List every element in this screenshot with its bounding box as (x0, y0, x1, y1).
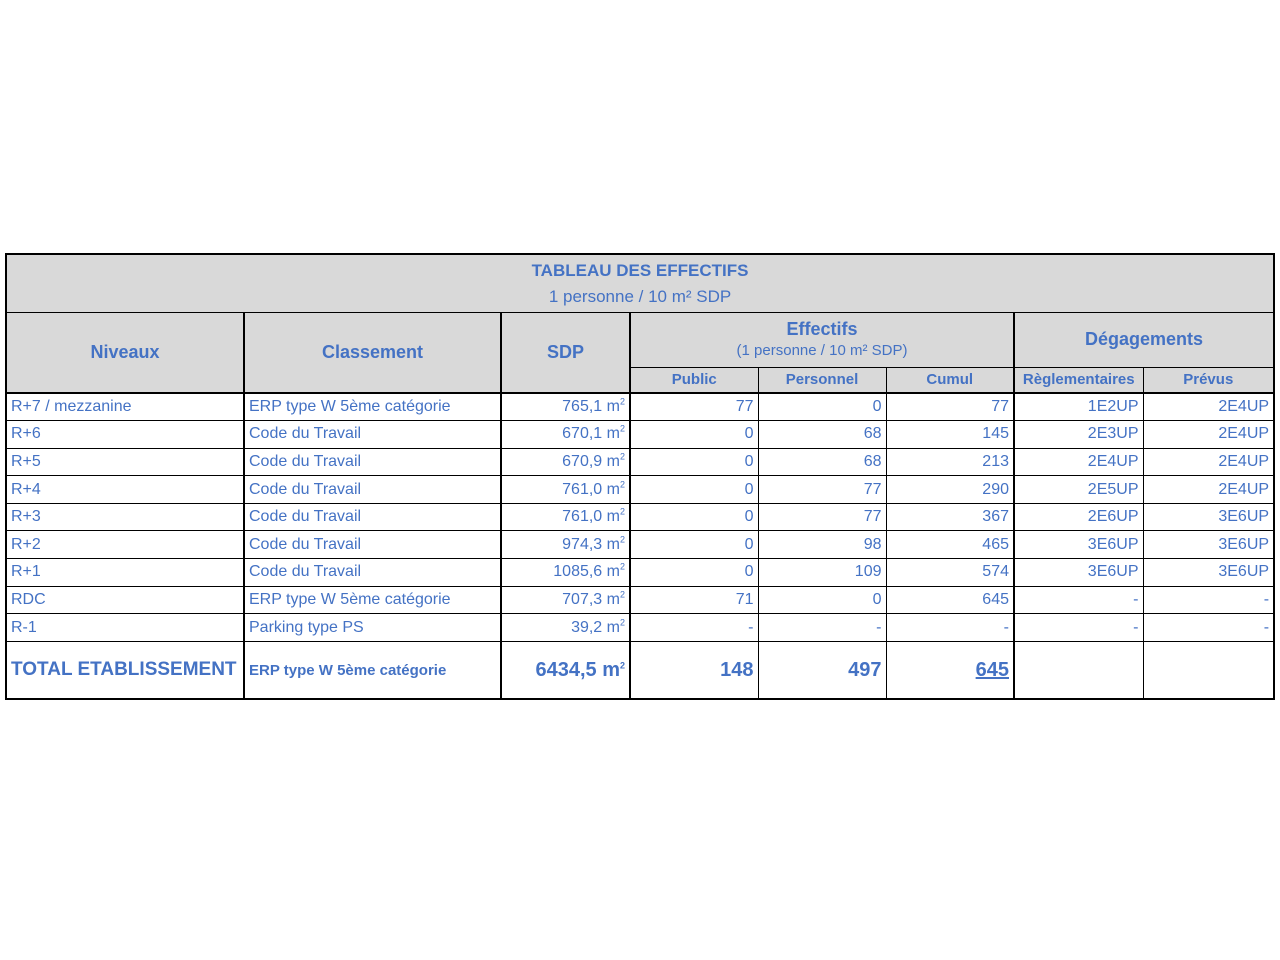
cell-prevus: - (1143, 614, 1274, 642)
total-classement: ERP type W 5ème catégorie (244, 641, 501, 699)
cell-personnel: - (758, 614, 886, 642)
header-personnel: Personnel (758, 367, 886, 393)
cell-cumul: 645 (886, 586, 1014, 614)
cell-classement: Code du Travail (244, 531, 501, 559)
header-classement: Classement (244, 312, 501, 393)
table-title-row (6, 254, 1274, 312)
cell-sdp-value: 974,3 (562, 535, 603, 553)
header-niveaux: Niveaux (6, 312, 244, 393)
cell-cumul: 290 (886, 476, 1014, 504)
cell-sdp-unit: m (606, 590, 620, 608)
header-reglementaires: Règlementaires (1014, 367, 1143, 393)
cell-public: 77 (630, 393, 758, 421)
cell-public: 0 (630, 476, 758, 504)
cell-sdp-unit-exp: 2 (619, 424, 625, 435)
cell-sdp-unit: m (606, 563, 620, 581)
cell-personnel: 0 (758, 586, 886, 614)
total-cumul (886, 641, 1014, 699)
cell-reglementaires: 2E5UP (1014, 476, 1143, 504)
cell-public: 0 (630, 448, 758, 476)
cell-personnel: 109 (758, 559, 886, 587)
cell-cumul: 77 (886, 393, 1014, 421)
cell-personnel: 77 (758, 503, 886, 531)
cell-classement: Code du Travail (244, 448, 501, 476)
cell-reglementaires: 1E2UP (1014, 393, 1143, 421)
cell-sdp-value: 707,3 (562, 590, 603, 608)
table-title: TABLEAU DES EFFECTIFS (531, 261, 749, 281)
table-row (6, 503, 1274, 531)
cell-classement: Code du Travail (244, 503, 501, 531)
cell-sdp-unit: m (606, 618, 620, 636)
cell-reglementaires: - (1014, 586, 1143, 614)
cell-public: 71 (630, 586, 758, 614)
cell-cumul: 213 (886, 448, 1014, 476)
cell-sdp-unit: m (606, 452, 620, 470)
cell-niveau: R+3 (6, 503, 244, 531)
cell-sdp-value: 765,1 (562, 398, 603, 416)
cell-sdp (501, 559, 630, 587)
cell-personnel: 98 (758, 531, 886, 559)
cell-reglementaires: 3E6UP (1014, 559, 1143, 587)
cell-reglementaires: 2E6UP (1014, 503, 1143, 531)
cell-sdp-unit-exp: 2 (619, 451, 625, 462)
total-sdp (501, 641, 630, 699)
cell-sdp-value: 761,0 (562, 508, 603, 526)
cell-sdp-unit: m (606, 480, 620, 498)
table-row (6, 476, 1274, 504)
cell-prevus: 2E4UP (1143, 393, 1274, 421)
cell-niveau: R+4 (6, 476, 244, 504)
cell-classement: Code du Travail (244, 421, 501, 449)
cell-sdp-unit-exp: 2 (619, 534, 625, 545)
cell-niveau: R+5 (6, 448, 244, 476)
cell-prevus: 2E4UP (1143, 448, 1274, 476)
cell-cumul: 574 (886, 559, 1014, 587)
cell-niveau: R+1 (6, 559, 244, 587)
total-row (6, 641, 1274, 699)
table-row (6, 448, 1274, 476)
cell-personnel: 68 (758, 448, 886, 476)
cell-reglementaires: 3E6UP (1014, 531, 1143, 559)
cell-public: 0 (630, 559, 758, 587)
header-cumul: Cumul (886, 367, 1014, 393)
cell-niveau: R+7 / mezzanine (6, 393, 244, 421)
cell-niveau: R-1 (6, 614, 244, 642)
cell-sdp-value: 1085,6 (553, 563, 603, 581)
cell-sdp (501, 531, 630, 559)
cell-prevus: 2E4UP (1143, 476, 1274, 504)
cell-sdp-unit-exp: 2 (619, 506, 625, 517)
cell-sdp-unit: m (606, 398, 620, 416)
cell-prevus: 2E4UP (1143, 421, 1274, 449)
cell-cumul: 145 (886, 421, 1014, 449)
cell-public: - (630, 614, 758, 642)
cell-prevus: 3E6UP (1143, 503, 1274, 531)
header-effectifs-sub: (1 personne / 10 m² SDP) (736, 341, 908, 359)
cell-cumul: 465 (886, 531, 1014, 559)
total-public: 148 (630, 641, 758, 699)
cell-classement: Code du Travail (244, 476, 501, 504)
cell-sdp (501, 586, 630, 614)
header-row-main (6, 312, 1274, 367)
cell-classement: Parking type PS (244, 614, 501, 642)
cell-public: 0 (630, 503, 758, 531)
cell-sdp-value: 761,0 (562, 480, 603, 498)
total-sdp-value: 6434,5 (535, 658, 597, 681)
table-row (6, 421, 1274, 449)
cell-reglementaires: 2E4UP (1014, 448, 1143, 476)
cell-sdp-unit: m (606, 508, 620, 526)
total-personnel: 497 (758, 641, 886, 699)
header-public: Public (630, 367, 758, 393)
cell-reglementaires: - (1014, 614, 1143, 642)
cell-niveau: R+2 (6, 531, 244, 559)
cell-classement: ERP type W 5ème catégorie (244, 586, 501, 614)
cell-public: 0 (630, 531, 758, 559)
header-prevus: Prévus (1143, 367, 1274, 393)
cell-sdp-value: 39,2 (571, 618, 603, 636)
cell-cumul: 367 (886, 503, 1014, 531)
cell-prevus: 3E6UP (1143, 559, 1274, 587)
cell-sdp-value: 670,9 (562, 452, 603, 470)
table-row (6, 614, 1274, 642)
table-row (6, 393, 1274, 421)
header-degagements: Dégagements (1014, 312, 1274, 367)
cell-personnel: 77 (758, 476, 886, 504)
cell-prevus: - (1143, 586, 1274, 614)
cell-sdp (501, 393, 630, 421)
total-sdp-unit: m (602, 658, 620, 681)
cell-personnel: 68 (758, 421, 886, 449)
total-reglementaires (1014, 641, 1143, 699)
header-sdp: SDP (501, 312, 630, 393)
cell-personnel: 0 (758, 393, 886, 421)
total-cumul-value: 645 (975, 658, 1009, 681)
cell-sdp-unit-exp: 2 (619, 479, 625, 490)
table-row (6, 586, 1274, 614)
cell-prevus: 3E6UP (1143, 531, 1274, 559)
header-effectifs-label: Effectifs (786, 318, 858, 339)
table-subtitle: 1 personne / 10 m² SDP (548, 287, 732, 307)
cell-classement: Code du Travail (244, 559, 501, 587)
cell-niveau: R+6 (6, 421, 244, 449)
cell-sdp-unit: m (606, 535, 620, 553)
cell-sdp (501, 421, 630, 449)
effectifs-table (5, 253, 1275, 700)
cell-cumul: - (886, 614, 1014, 642)
cell-public: 0 (630, 421, 758, 449)
cell-sdp-unit-exp: 2 (619, 617, 625, 628)
cell-sdp-unit: m (606, 425, 620, 443)
cell-sdp-unit-exp: 2 (619, 562, 625, 573)
cell-sdp-unit-exp: 2 (619, 589, 625, 600)
total-niveau: TOTAL ETABLISSEMENT (6, 641, 244, 699)
cell-classement: ERP type W 5ème catégorie (244, 393, 501, 421)
table-row (6, 559, 1274, 587)
table-body (6, 393, 1274, 641)
cell-sdp-unit-exp: 2 (619, 396, 625, 407)
cell-reglementaires: 2E3UP (1014, 421, 1143, 449)
table-row (6, 531, 1274, 559)
cell-sdp (501, 448, 630, 476)
total-sdp-unit-exp: 2 (619, 659, 625, 670)
cell-niveau: RDC (6, 586, 244, 614)
cell-sdp-value: 670,1 (562, 425, 603, 443)
table-title-cell (6, 254, 1274, 312)
header-effectifs (630, 312, 1014, 367)
cell-sdp (501, 614, 630, 642)
cell-sdp (501, 476, 630, 504)
total-prevus (1143, 641, 1274, 699)
cell-sdp (501, 503, 630, 531)
